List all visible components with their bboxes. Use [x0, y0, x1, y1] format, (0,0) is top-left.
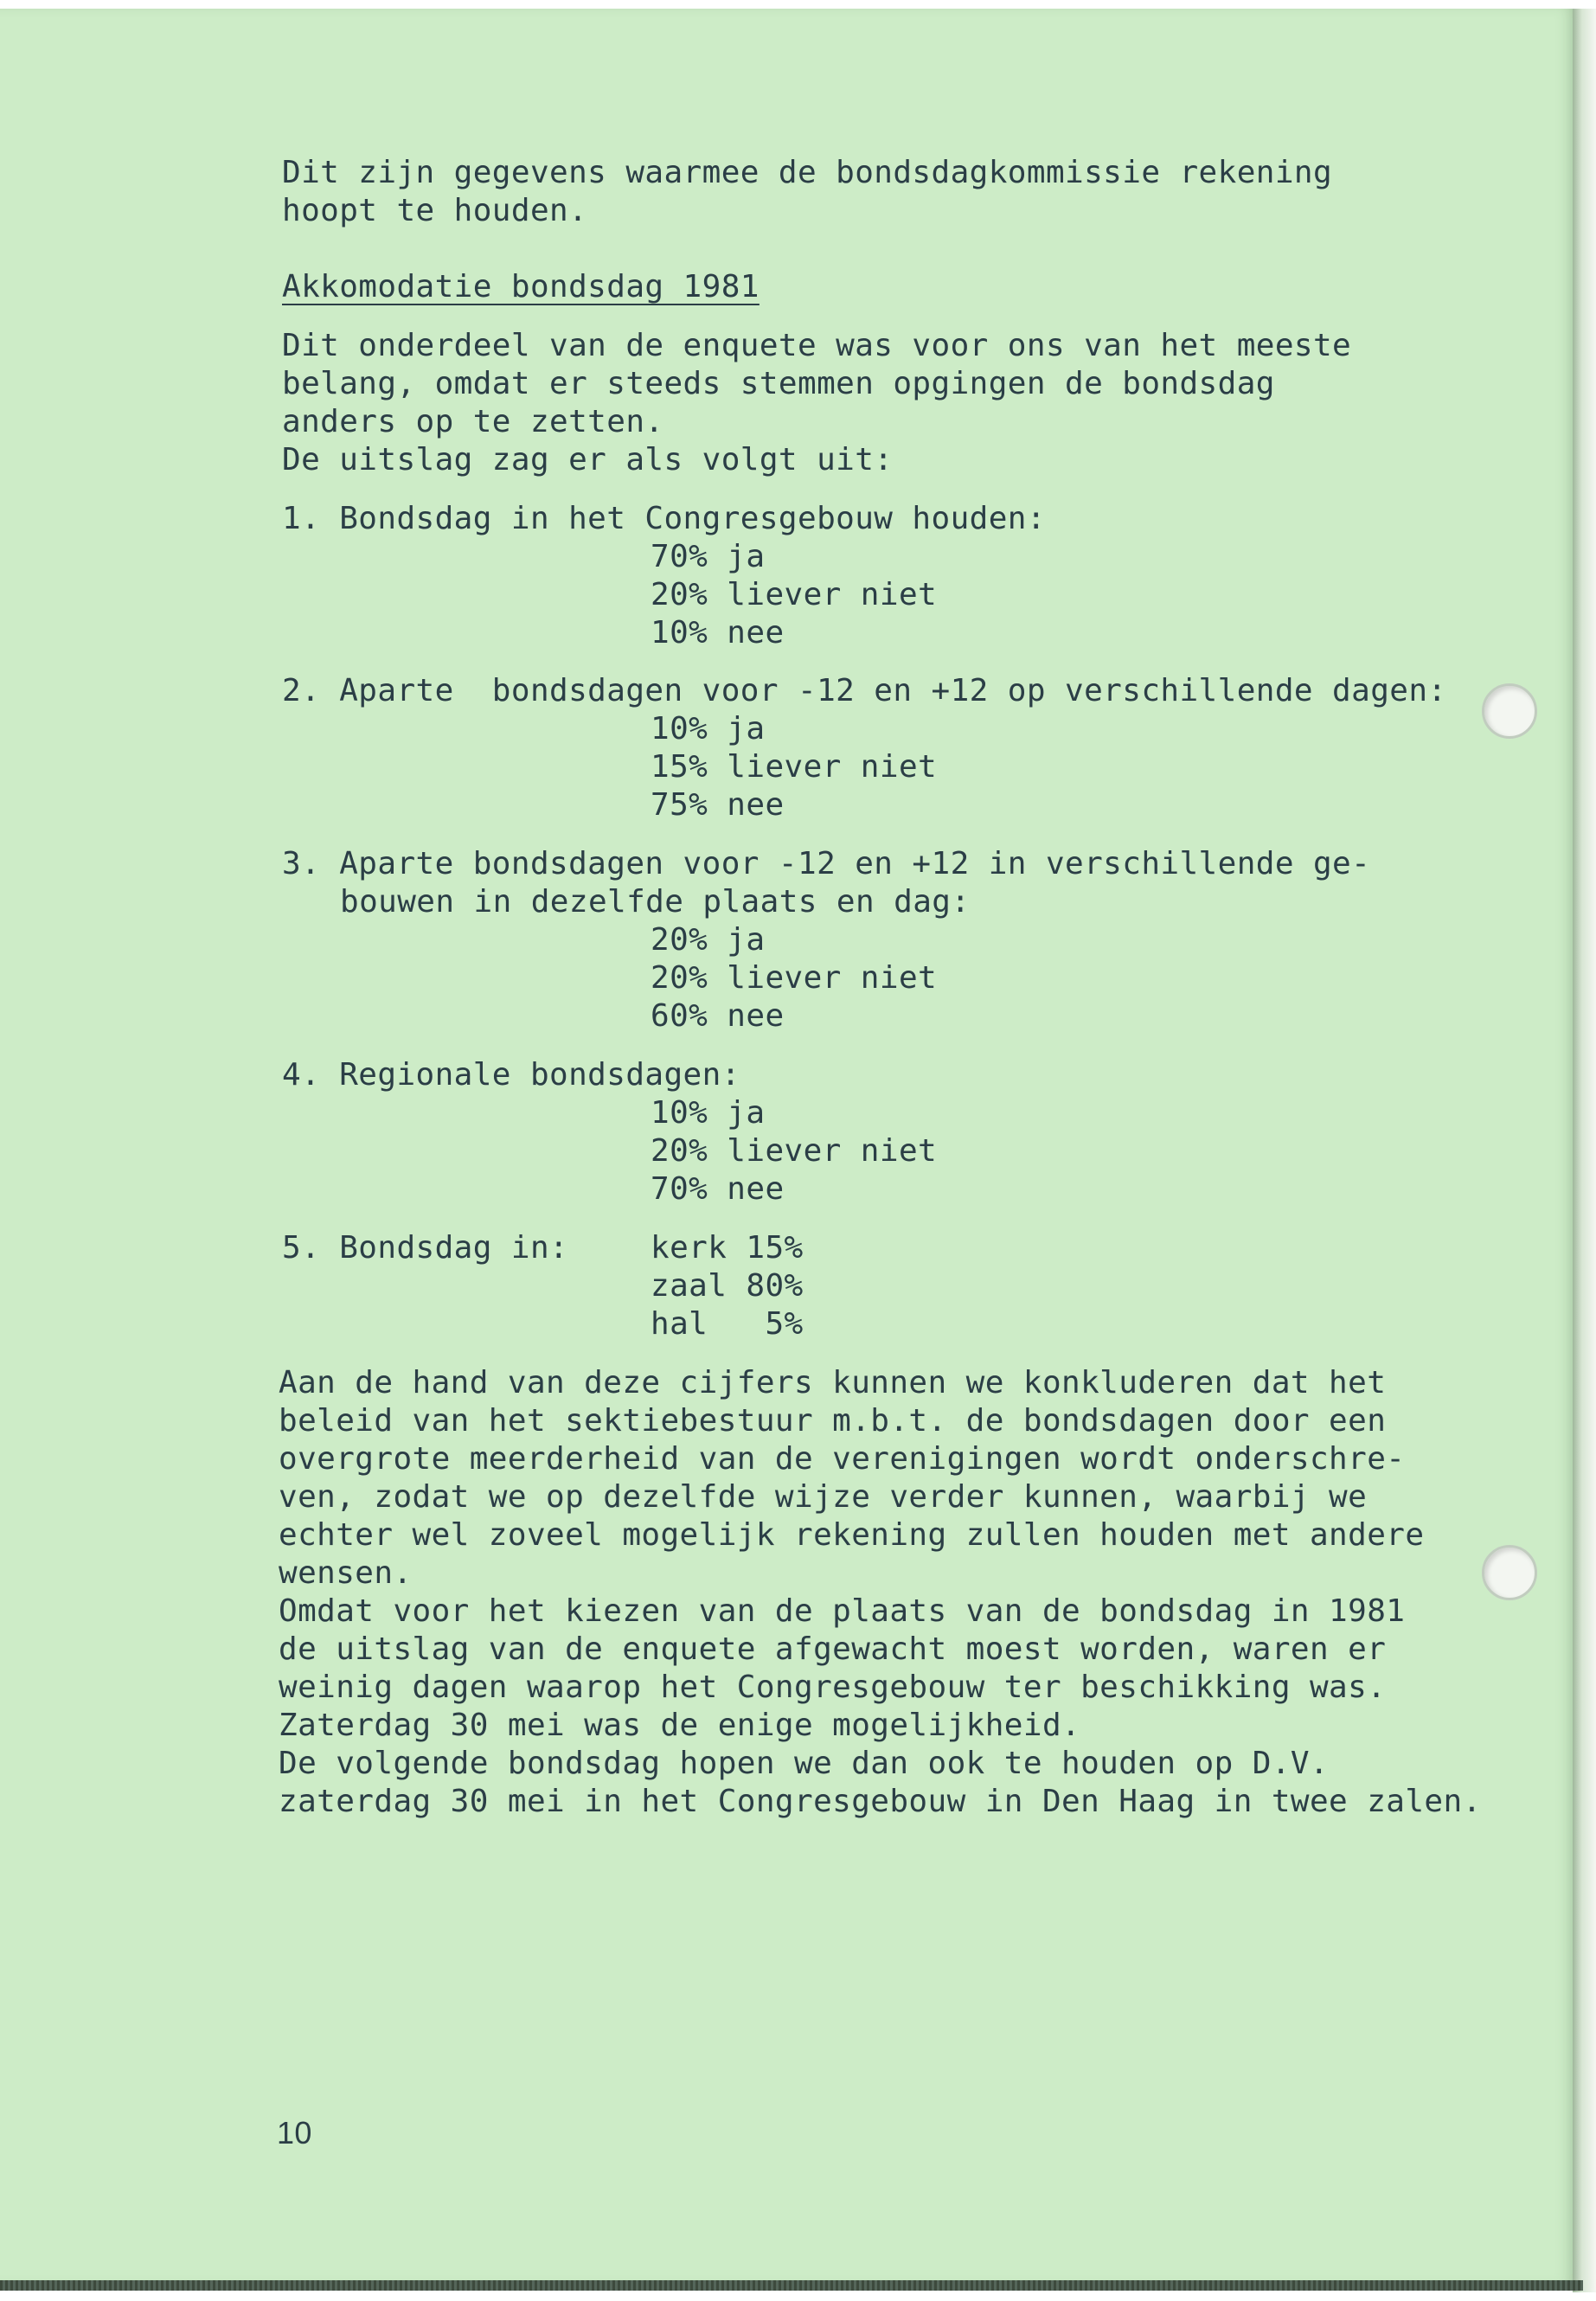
conclusion-line: de uitslag van de enquete afgewacht moest worden, waren er — [279, 1631, 1387, 1667]
question-label-continuation: bouwen in dezelfde plaats en dag: — [340, 884, 971, 920]
question-label: 4. Regionale bondsdagen: — [282, 1057, 740, 1093]
answer-line: 70% ja — [651, 539, 766, 574]
section-title: Akkomodatie bondsdag 1981 — [282, 269, 760, 304]
answer-line: 20% liever niet — [651, 577, 938, 612]
conclusion-line: echter wel zoveel mogelijk rekening zullen houden met andere — [279, 1517, 1425, 1553]
conclusion-line: ven, zodat we op dezelfde wijze verder kunnen, waarbij we — [279, 1479, 1368, 1515]
answer-line: 10% nee — [651, 615, 785, 651]
conclusion-line: weinig dagen waarop het Congresgebouw ter beschikking was. — [279, 1670, 1387, 1705]
section-intro-line: belang, omdat er steeds stemmen opgingen de bondsdag — [282, 366, 1275, 401]
answer-line: 15% liever niet — [651, 749, 938, 785]
answer-line: 60% nee — [651, 998, 785, 1034]
answer-line: 75% nee — [651, 787, 785, 823]
answer-line: 20% liever niet — [651, 1133, 938, 1169]
conclusion-line: wensen. — [279, 1555, 413, 1591]
intro-line: hoopt te houden. — [282, 193, 588, 228]
answer-line: 70% nee — [651, 1171, 785, 1207]
answer-line: 20% ja — [651, 922, 766, 958]
conclusion-line: De volgende bondsdag hopen we dan ook te houden op D.V. — [279, 1746, 1330, 1781]
question-label: 1. Bondsdag in het Congresgebouw houden: — [282, 501, 1046, 536]
section-intro-line: Dit onderdeel van de enquete was voor ons van het meeste — [282, 328, 1352, 363]
question-label: 5. Bondsdag in: — [282, 1230, 569, 1266]
answer-line: 20% liever niet — [651, 960, 938, 996]
conclusion-line: Aan de hand van deze cijfers kunnen we konkluderen dat het — [279, 1365, 1387, 1400]
page-bottom-edge — [0, 2280, 1583, 2291]
conclusion-line: overgrote meerderheid van de verenigingen wordt onderschre- — [279, 1441, 1406, 1477]
conclusion-line: Omdat voor het kiezen van de plaats van de bondsdag in 1981 — [279, 1593, 1406, 1629]
page-edge-shadow — [1573, 9, 1596, 2292]
intro-line: Dit zijn gegevens waarmee de bondsdagkommissie rekening — [282, 155, 1333, 190]
section-intro-line: anders op te zetten. — [282, 404, 664, 439]
answer-line: 10% ja — [651, 1095, 766, 1131]
answer-line: hal 5% — [651, 1306, 804, 1342]
conclusion-line: zaterdag 30 mei in het Congresgebouw in Den Haag in twee zalen. — [279, 1784, 1482, 1819]
conclusion-line: Zaterdag 30 mei was de enige mogelijkheid. — [279, 1708, 1081, 1743]
answer-line: zaal 80% — [651, 1268, 804, 1304]
punch-hole-bottom — [1482, 1545, 1537, 1600]
conclusion-line: beleid van het sektiebestuur m.b.t. de bondsdagen door een — [279, 1403, 1387, 1439]
question-label: 2. Aparte bondsdagen voor -12 en +12 op verschillende dagen: — [282, 673, 1447, 708]
punch-hole-top — [1482, 683, 1537, 739]
answer-line: 10% ja — [651, 711, 766, 747]
page-number: 10 — [277, 2115, 312, 2150]
question-label: 3. Aparte bondsdagen voor -12 en +12 in verschillende ge- — [282, 846, 1371, 881]
section-intro-line: De uitslag zag er als volgt uit: — [282, 442, 894, 478]
answer-line: kerk 15% — [651, 1230, 804, 1266]
